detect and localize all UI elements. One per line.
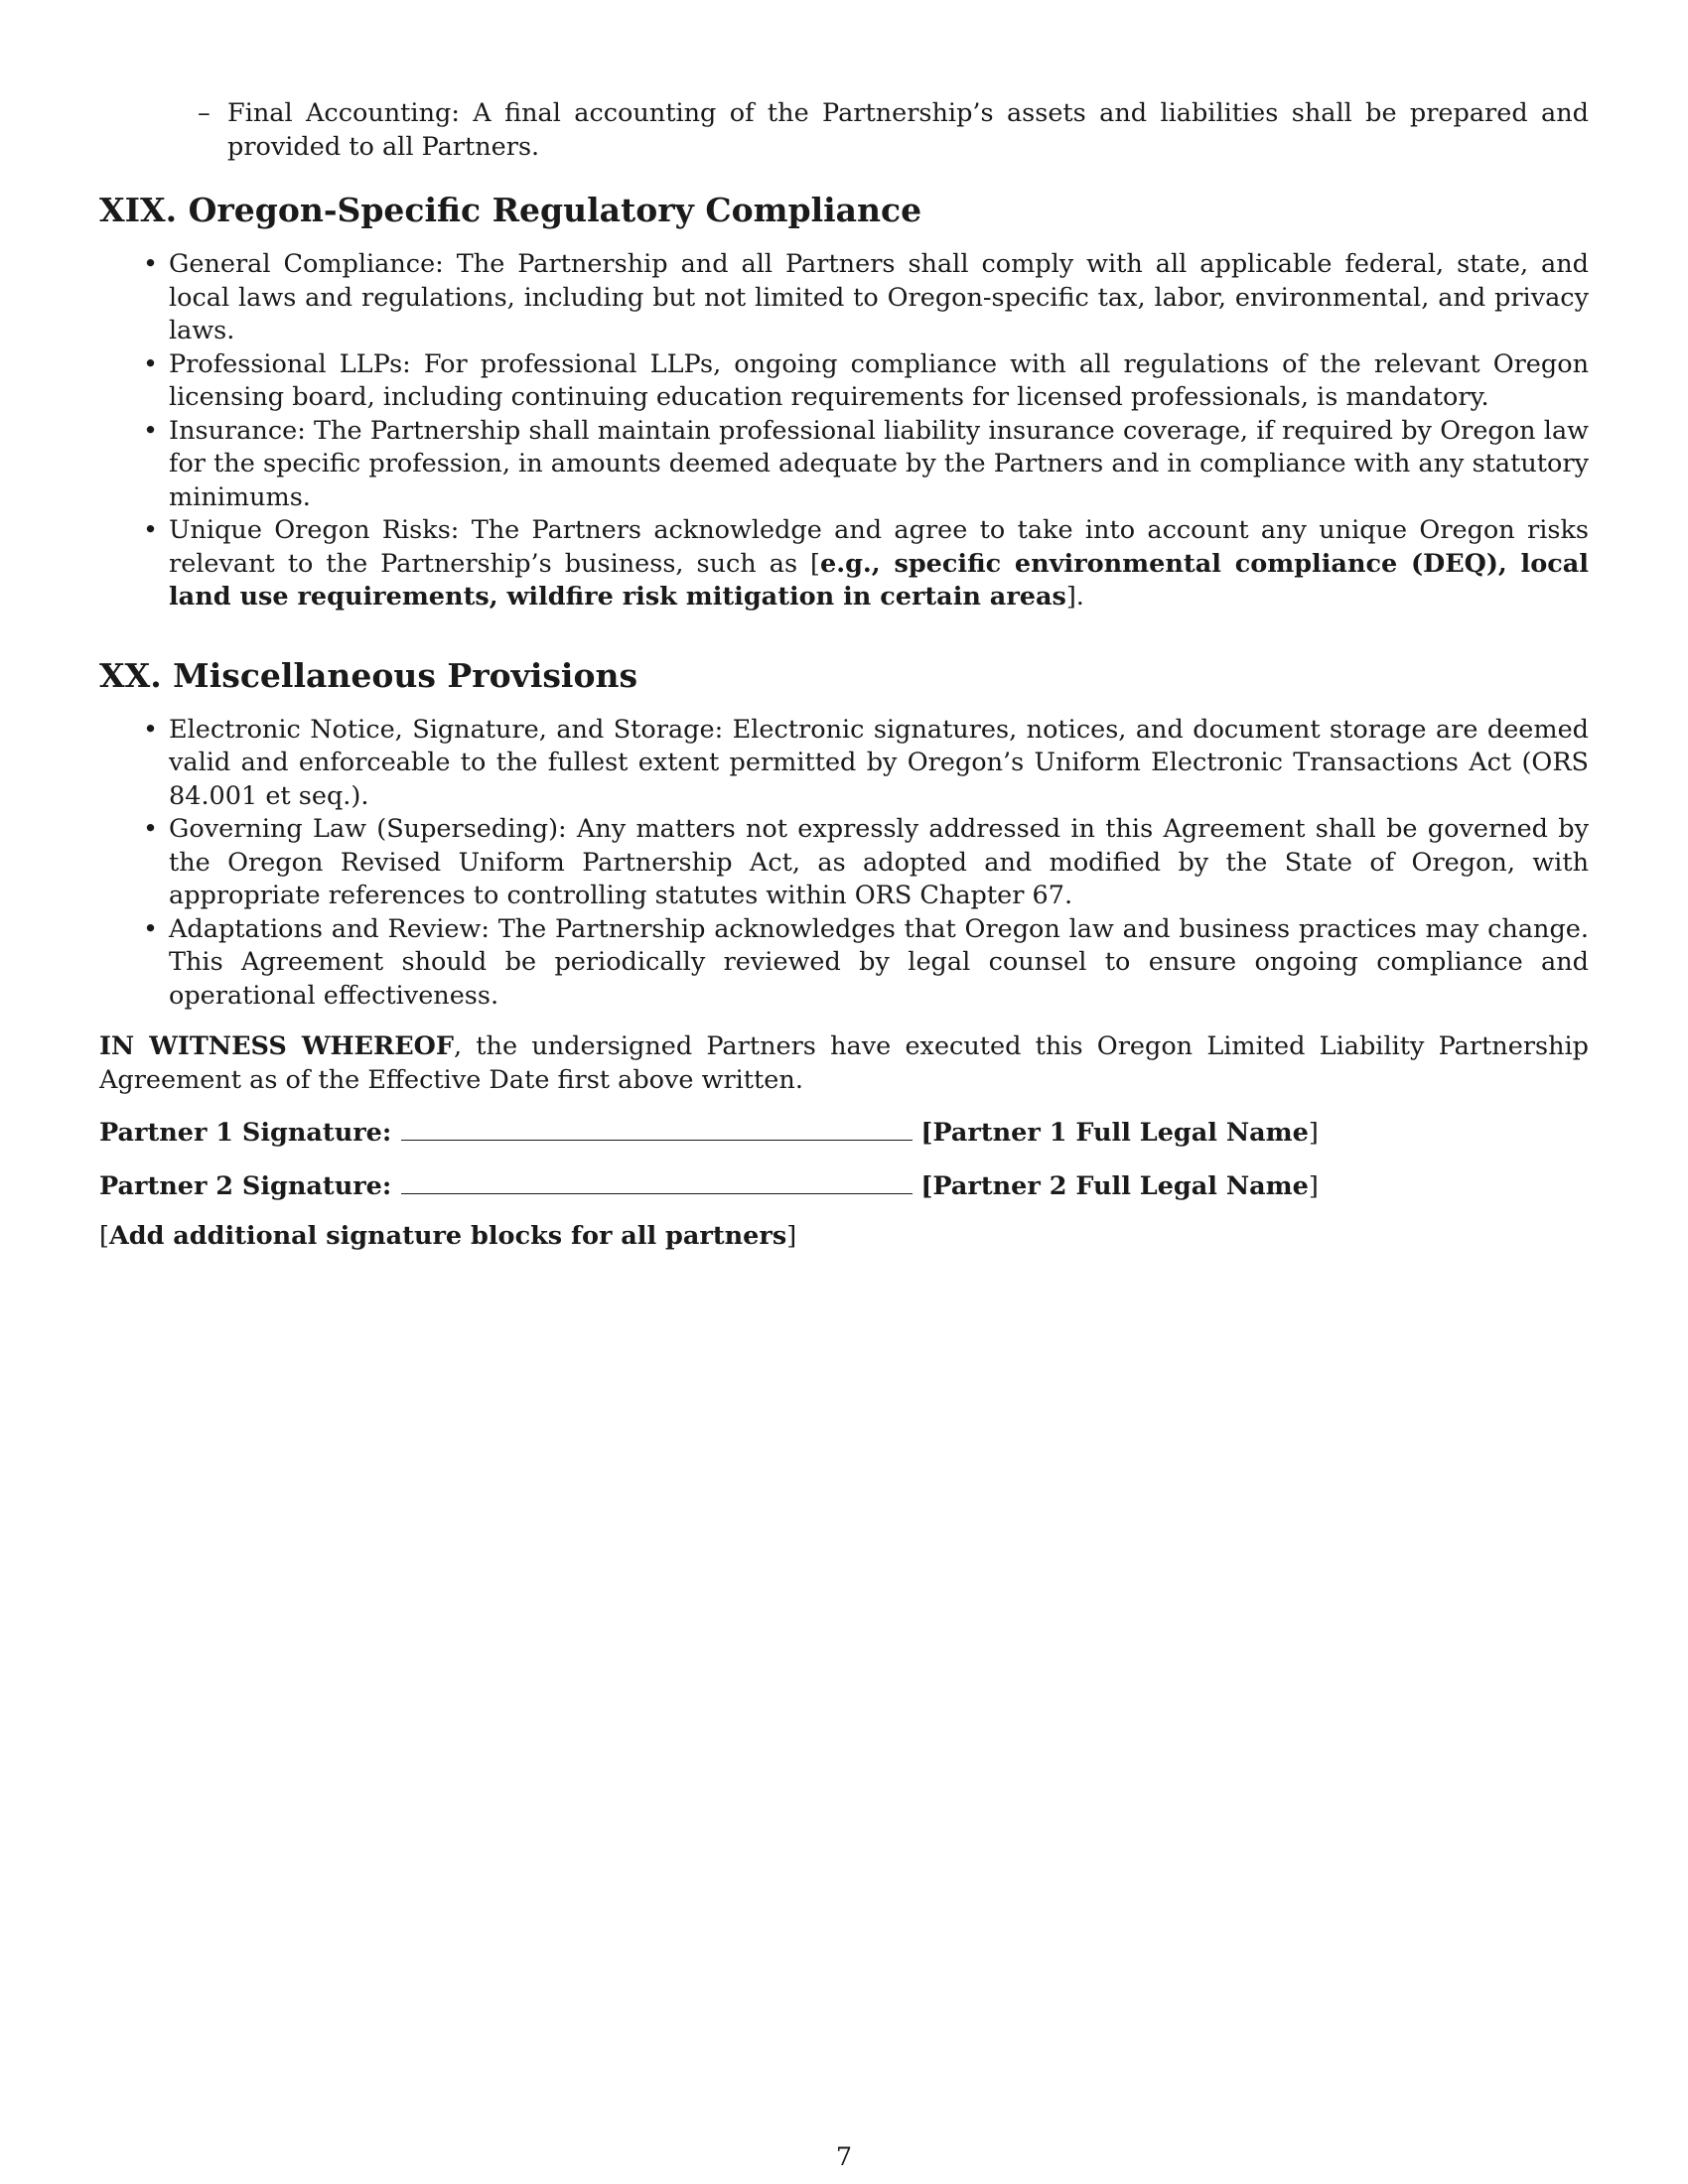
additional-signatures-note [99,1220,1589,1254]
bracket-close: ] [1308,1170,1319,1201]
bullet-marker: • [143,714,159,745]
placeholder-risks: e.g., specific environmental compliance (DEQ), local land use requirements, wildfire risk mitigation in certain areas [169,548,1589,612]
bullet-marker: • [143,348,159,379]
section-19-heading: XIX. Oregon-Specific Regulatory Compliance [99,191,922,229]
page-number: 7 [835,2142,853,2172]
section-19-list [99,248,1589,614]
document-page [99,97,1589,1254]
list-item-text: Electronic Notice, Signature, and Storage: Electronic signatures, notices, and document storage are deemed valid and enforceable to the fullest extent permitted by Oregon’s Uniform Electronic Transactions Act (ORS 84.001 et seq.). [169,714,1589,811]
list-item [143,714,1589,814]
dash-marker: – [198,98,211,128]
signature-label: Partner 1 Signature: [99,1118,392,1148]
list-item [143,813,1589,913]
list-item [143,415,1589,515]
partner-name-placeholder: Partner 2 Full Legal Name [932,1170,1309,1201]
bullet-marker: • [143,913,159,944]
final-accounting-text: Final Accounting: A final accounting of the Partnership’s assets and liabilities shall be prepared and provided to all Partners. [227,98,1589,162]
signature-line[interactable] [401,1167,913,1194]
list-item [143,248,1589,348]
bracket-close: ] [1308,1118,1319,1148]
final-accounting-item [198,97,1589,164]
witness-lead: IN WITNESS WHEREOF [99,1031,454,1061]
list-item-text: General Compliance: The Partnership and all Partners shall comply with all applicable federal, state, and local laws and regulations, including but not limited to Oregon-specific tax, labor, environmental, and privacy laws. [169,249,1589,345]
witness-paragraph [99,1030,1589,1097]
section-20-list [99,714,1589,1014]
list-item-text: Insurance: The Partnership shall maintain professional liability insurance coverage, if required by Oregon law for the specific profession, in amounts deemed adequate by the Partners and in compliance with any statutory minimums. [169,415,1589,512]
witness-text: , the undersigned Partners have executed this Oregon Limited Liability Partnership Agreement as of the Effective Date first above written. [99,1031,1589,1095]
signature-line[interactable] [401,1114,913,1141]
bracket-open: [ [920,1118,933,1148]
bracket-open: [ [920,1170,933,1201]
list-item-text: Adaptations and Review: The Partnership acknowledges that Oregon law and business practices may change. This Agreement should be periodically reviewed by legal counsel to ensure ongoing compliance and operational effectiveness. [169,913,1589,1011]
additional-signatures-text: Add additional signature blocks for all partners [108,1221,787,1251]
signature-block-partner-1 [99,1114,1589,1151]
list-item [143,913,1589,1014]
list-item-text: Unique Oregon Risks: The Partners acknowledge and agree to take into account any unique Oregon risks relevant to the Partnership’s business, such as [169,515,1589,579]
signature-label: Partner 2 Signature: [99,1170,392,1201]
bracket-close: ]. [1065,582,1084,612]
bullet-marker: • [143,249,159,279]
list-item-text: Governing Law (Superseding): Any matters not expressly addressed in this Agreement shall be governed by the Oregon Revised Uniform Partnership Act, as adopted and modified by the State of Oregon, with appropriate references to controlling statutes within ORS Chapter 67. [169,814,1589,910]
signature-block-partner-2 [99,1167,1589,1204]
bullet-marker: • [143,515,159,545]
bracket-close: ] [786,1221,797,1251]
bracket-open: [ [810,548,820,579]
bracket-open: [ [99,1221,109,1251]
section-20-heading: XX. Miscellaneous Provisions [99,655,638,695]
list-item [143,348,1589,415]
bullet-marker: • [143,415,159,446]
partner-name-placeholder: Partner 1 Full Legal Name [932,1118,1309,1148]
bullet-marker: • [143,814,159,844]
list-item-text: Professional LLPs: For professional LLPs, ongoing compliance with all regulations of the relevant Oregon licensing board, including continuing education requirements for licensed professionals, is mandatory. [169,348,1589,412]
list-item [143,514,1589,614]
